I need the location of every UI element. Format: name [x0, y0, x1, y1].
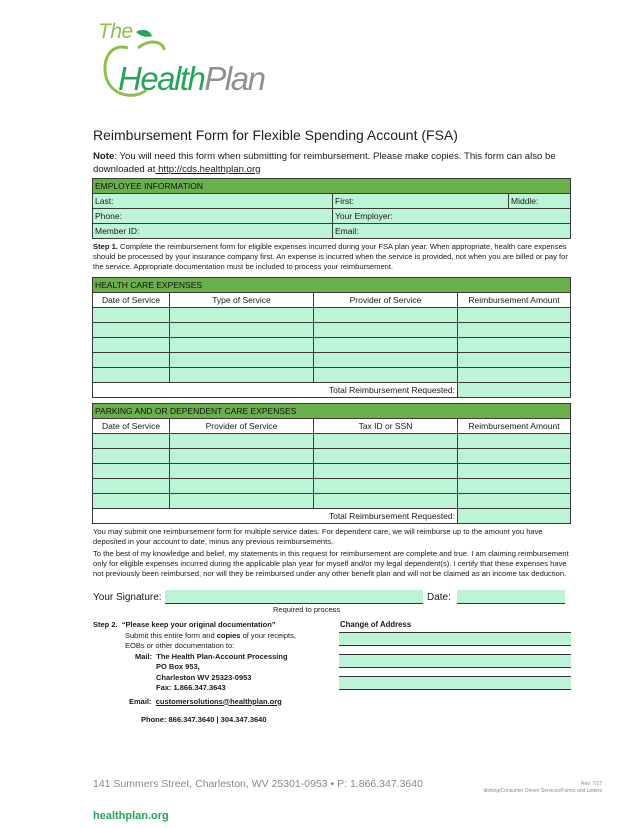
- provider-cell[interactable]: [314, 353, 458, 368]
- date-cell[interactable]: [93, 479, 170, 494]
- amount-cell[interactable]: [458, 479, 571, 494]
- logo-health: Health: [118, 60, 205, 97]
- email-link[interactable]: customersolutions@healthplan.org: [155, 696, 282, 706]
- col-reimbursement-amount: Reimbursement Amount: [458, 419, 571, 434]
- table-row: [93, 479, 571, 494]
- col-provider-of-service: Provider of Service: [170, 419, 314, 434]
- step2-heading: “Please keep your original documentation”: [121, 620, 276, 629]
- phone-line: Phone: 866.347.3640 | 304.347.3640: [141, 715, 267, 724]
- footer-address: 141 Summers Street, Charleston, WV 25301-0953 • P: 1.866.347.3640: [93, 778, 423, 790]
- logo-healthplan: [118, 60, 264, 98]
- step2-section: [93, 620, 296, 726]
- mail-line-2: PO Box 953,: [156, 662, 200, 671]
- provider-cell[interactable]: [170, 464, 314, 479]
- amount-cell[interactable]: [458, 338, 571, 353]
- total-amount-cell[interactable]: [458, 509, 571, 524]
- required-note: Required to process: [273, 605, 341, 614]
- date-cell[interactable]: [93, 434, 170, 449]
- middle-name-field[interactable]: Middle:: [509, 194, 571, 209]
- type-cell[interactable]: [170, 353, 314, 368]
- note-label: Note: [93, 151, 115, 162]
- note-text: : You will need this form when submitting for reimbursement. Please make copies. This form can also be downloaded at: [93, 151, 556, 175]
- provider-cell[interactable]: [314, 338, 458, 353]
- note-paragraph: [93, 151, 575, 176]
- signature-field[interactable]: [165, 590, 423, 604]
- provider-cell[interactable]: [314, 368, 458, 383]
- footer-website[interactable]: healthplan.org: [93, 810, 169, 822]
- type-cell[interactable]: [170, 323, 314, 338]
- step2-line2: EOBs or other documentation to:: [125, 641, 235, 650]
- certify-paragraph: To the best of my knowledge and belief, my statements in this request for reimbursement are complete and true. I am claiming reimbursement only for eligible expenses incurred during the applicable plan year for myself and/or my legal dependent(s). I certify that these expenses have not previously been reimbursed, nor will they be reimbursed under any other benefit plan and will not be claimed as an income tax deduction.: [93, 549, 569, 578]
- address-field-1[interactable]: [339, 632, 571, 646]
- date-cell[interactable]: [93, 368, 170, 383]
- health-care-header: HEALTH CARE EXPENSES: [93, 278, 571, 293]
- total-label: Total Reimbursement Requested:: [93, 509, 458, 524]
- employee-info-table: [92, 178, 571, 239]
- table-row: [93, 434, 571, 449]
- date-cell[interactable]: [93, 494, 170, 509]
- step2-line1a: Submit this entire form and: [125, 630, 217, 640]
- provider-cell[interactable]: [170, 479, 314, 494]
- mail-label: Mail:: [135, 651, 153, 661]
- mail-line-1: The Health Plan-Account Processing: [156, 651, 288, 661]
- type-cell[interactable]: [170, 338, 314, 353]
- step2-line1c: of your receipts,: [240, 630, 296, 640]
- table-row: [93, 494, 571, 509]
- date-field[interactable]: [457, 590, 565, 604]
- mail-line-3: Charleston WV 25323-0953: [156, 672, 252, 682]
- tax-id-cell[interactable]: [314, 449, 458, 464]
- footer-revision: [483, 781, 602, 795]
- logo-plan: Plan: [204, 60, 265, 97]
- col-type-of-service: Type of Service: [170, 293, 314, 308]
- phone-field[interactable]: Phone:: [93, 209, 333, 224]
- amount-cell[interactable]: [458, 494, 571, 509]
- address-field-2[interactable]: [339, 654, 571, 668]
- date-cell[interactable]: [93, 323, 170, 338]
- amount-cell[interactable]: [458, 464, 571, 479]
- table-row: [93, 464, 571, 479]
- total-label: Total Reimbursement Requested:: [93, 383, 458, 398]
- parking-dependent-table: [92, 403, 571, 524]
- step2-label: Step 2.: [93, 620, 118, 629]
- form-title: Reimbursement Form for Flexible Spending Account (FSA): [93, 127, 458, 143]
- date-cell[interactable]: [93, 353, 170, 368]
- amount-cell[interactable]: [458, 353, 571, 368]
- table-row: [93, 308, 571, 323]
- first-name-field[interactable]: First:: [333, 194, 509, 209]
- step1-text: Complete the reimbursement form for eligible expenses incurred during your FSA plan year. When appropriate, health care expenses should be processed by your insurance company first. An expense is incurred when the service is provided, not when you are billed or pay for the service. Appropriate documentation must be included to process your reimbursement.: [93, 242, 568, 271]
- employer-field[interactable]: Your Employer:: [333, 209, 571, 224]
- last-name-field[interactable]: Last:: [93, 194, 333, 209]
- date-cell[interactable]: [93, 449, 170, 464]
- tax-id-cell[interactable]: [314, 434, 458, 449]
- step1-label: Step 1.: [93, 242, 118, 251]
- signature-row: [93, 590, 573, 606]
- table-row: [93, 449, 571, 464]
- health-plan-logo: [98, 20, 298, 100]
- amount-cell[interactable]: [458, 308, 571, 323]
- col-reimbursement-amount: Reimbursement Amount: [458, 293, 571, 308]
- date-label: Date:: [427, 592, 451, 603]
- date-cell[interactable]: [93, 308, 170, 323]
- logo-the: The: [98, 20, 133, 43]
- provider-cell[interactable]: [314, 308, 458, 323]
- change-address-title: Change of Address: [340, 620, 412, 629]
- col-date-of-service: Date of Service: [93, 419, 170, 434]
- table-row: [93, 338, 571, 353]
- table-row: [93, 353, 571, 368]
- signature-label: Your Signature:: [93, 592, 162, 603]
- member-id-field[interactable]: Member ID:: [93, 224, 333, 239]
- table-row: [93, 368, 571, 383]
- email-label: Email:: [129, 696, 152, 706]
- email-field[interactable]: Email:: [333, 224, 571, 239]
- table-row: [93, 323, 571, 338]
- provider-cell[interactable]: [170, 449, 314, 464]
- amount-cell[interactable]: [458, 368, 571, 383]
- rev-date: Rev. 7/17: [580, 781, 602, 787]
- total-amount-cell[interactable]: [458, 383, 571, 398]
- type-cell[interactable]: [170, 308, 314, 323]
- step2-line1b: copies: [216, 630, 241, 640]
- provider-cell[interactable]: [170, 494, 314, 509]
- mail-line-4: Fax: 1.866.347.3643: [156, 683, 226, 692]
- submit-paragraph: You may submit one reimbursement form for multiple service dates. For dependent care, we will reimburse up to the amount you have deposited in your account to date, minus any previous reimbursements.: [93, 527, 543, 546]
- download-link[interactable]: http://cds.healthplan.org: [155, 163, 261, 175]
- amount-cell[interactable]: [458, 449, 571, 464]
- date-cell[interactable]: [93, 338, 170, 353]
- type-cell[interactable]: [170, 368, 314, 383]
- tax-id-cell[interactable]: [314, 464, 458, 479]
- provider-cell[interactable]: [314, 323, 458, 338]
- parking-header: PARKING AND OR DEPENDENT CARE EXPENSES: [93, 404, 571, 419]
- amount-cell[interactable]: [458, 434, 571, 449]
- address-field-3[interactable]: [339, 676, 571, 690]
- provider-cell[interactable]: [170, 434, 314, 449]
- rev-path: dlshing/Consumer Driven Services/Forms and Letters: [483, 788, 602, 794]
- amount-cell[interactable]: [458, 323, 571, 338]
- health-care-table: [92, 277, 571, 398]
- col-tax-id: Tax ID or SSN: [314, 419, 458, 434]
- date-cell[interactable]: [93, 464, 170, 479]
- col-date-of-service: Date of Service: [93, 293, 170, 308]
- employee-info-header: EMPLOYEE INFORMATION: [93, 179, 571, 194]
- tax-id-cell[interactable]: [314, 494, 458, 509]
- col-provider-of-service: Provider of Service: [314, 293, 458, 308]
- tax-id-cell[interactable]: [314, 479, 458, 494]
- step1-paragraph: [93, 242, 573, 272]
